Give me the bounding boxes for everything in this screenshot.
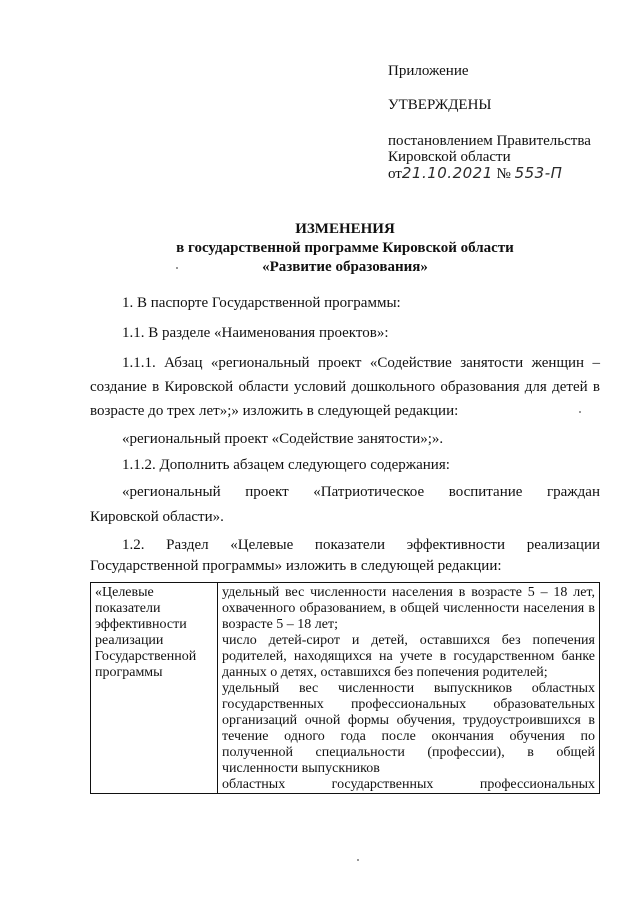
appendix-label: Приложение	[388, 63, 469, 79]
indicator-item: областных государственных профессиональных	[222, 777, 595, 792]
indicators-list-cell	[218, 583, 600, 794]
decree-date-line	[388, 164, 562, 184]
document-subtitle-2: «Развитие образования»	[262, 259, 428, 275]
left-cell-line: «Целевые	[95, 585, 154, 600]
date-prefix: от	[388, 166, 402, 182]
decree-line-1: постановлением Правительства	[388, 133, 591, 149]
indicators-heading-cell	[91, 583, 218, 794]
paragraph-1-1-1-line-2: создание в Кировской области условий дошкольного образования для детей в	[90, 379, 600, 395]
indicator-item: удельный вес численности выпускников областных государственных профессиональных образовательных организаций очной формы обучения, трудоустроившихся в течение одного года после окончания обучения по полученной специальности (профессии), в общей численности выпускников	[222, 681, 595, 776]
left-cell-line: Государственной	[95, 649, 197, 664]
approved-label: УТВЕРЖДЕНЫ	[388, 97, 492, 113]
paragraph-1-2-line-2: Государственной программы» изложить в следующей редакции:	[90, 558, 502, 574]
paragraph-1-1-1-line-1: 1.1.1. Абзац «региональный проект «Содействие занятости женщин –	[122, 355, 600, 371]
indicator-item: число детей-сирот и детей, оставшихся без попечения родителей, находящихся на учете в государственном банке данных о детях, оставшихся без попечения родителей;	[222, 633, 595, 680]
quote-2-line-1: «региональный проект «Патриотическое воспитание граждан	[122, 484, 600, 500]
handwritten-number: 553-П	[514, 164, 563, 182]
indicator-item: удельный вес численности населения в возрасте 5 – 18 лет, охваченного образованием, в общей численности населения в возрасте 5 – 18 лет;	[222, 585, 595, 632]
scan-speck	[579, 411, 581, 413]
left-cell-line: программы	[95, 665, 163, 680]
paragraph-1-2-line-1: 1.2. Раздел «Целевые показатели эффективности реализации	[122, 537, 600, 553]
paragraph-1-1: 1.1. В разделе «Наименования проектов»:	[122, 325, 389, 341]
decree-line-2: Кировской области	[388, 149, 511, 165]
scan-speck	[357, 859, 359, 861]
indicators-table	[90, 582, 600, 794]
paragraph-1-1-2: 1.1.2. Дополнить абзацем следующего содержания:	[122, 457, 450, 473]
quote-1: «региональный проект «Содействие занятости»;».	[122, 431, 444, 447]
left-cell-line: показатели	[95, 601, 161, 616]
document-title: ИЗМЕНЕНИЯ	[295, 221, 395, 237]
quote-2-line-2: Кировской области».	[90, 509, 224, 525]
table-row	[91, 583, 600, 794]
number-prefix: №	[496, 166, 511, 182]
paragraph-1-1-1-line-3: возрасте до трех лет»;» изложить в следующей редакции:	[90, 403, 459, 419]
handwritten-date: 21.10.2021	[401, 164, 493, 182]
document-subtitle-1: в государственной программе Кировской области	[176, 240, 514, 256]
scan-speck	[176, 267, 178, 269]
left-cell-line: реализации	[95, 633, 164, 648]
left-cell-line: эффективности	[95, 617, 187, 632]
paragraph-1: 1. В паспорте Государственной программы:	[122, 295, 401, 311]
